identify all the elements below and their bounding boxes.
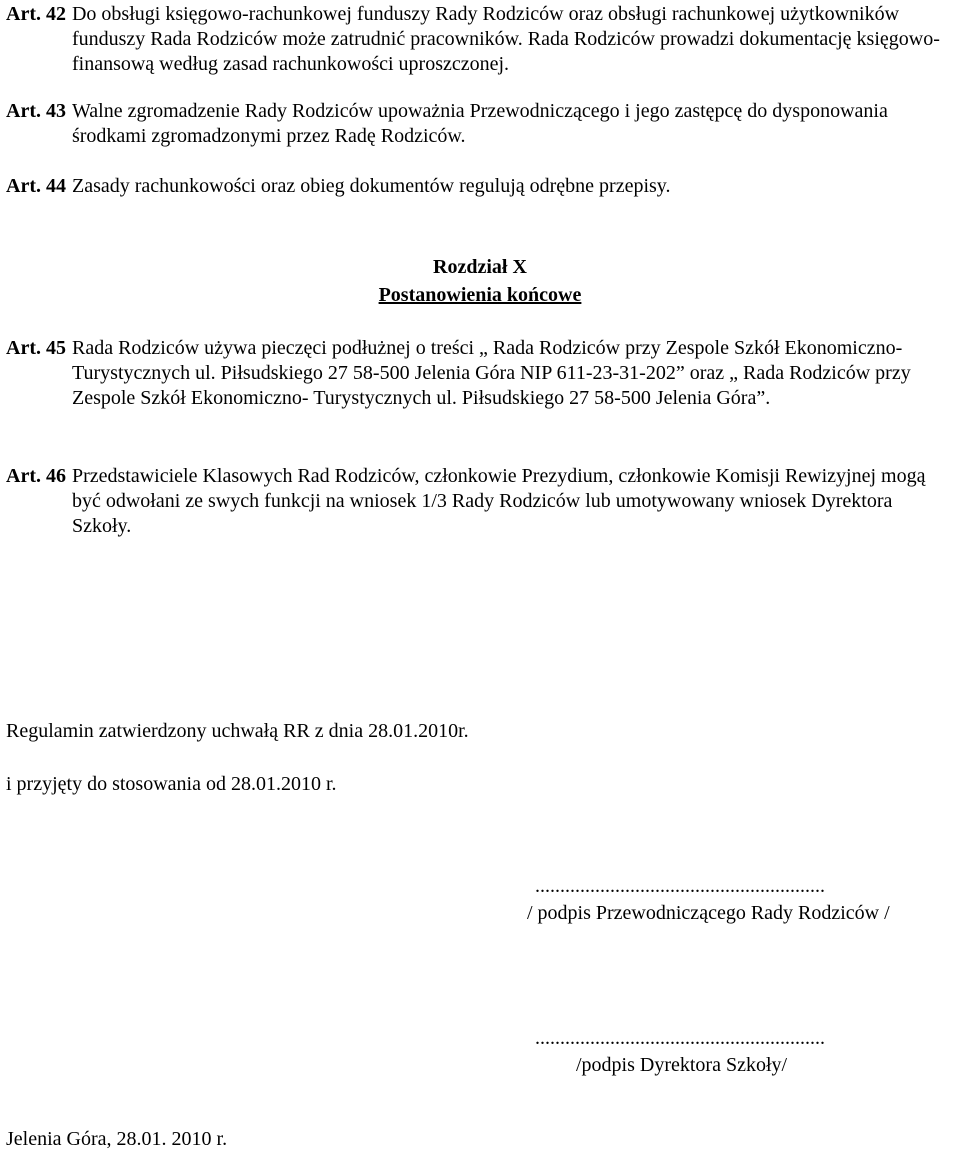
article-44 <box>6 174 946 199</box>
article-text: Walne zgromadzenie Rady Rodziców upoważnia Przewodniczącego i jego zastępcę do dysponowania środkami zgromadzonymi przez Radę Rodziców. <box>71 100 888 147</box>
article-label: Art. 42 <box>6 3 66 25</box>
article-text: Rada Rodziców używa pieczęci podłużnej o treści „ Rada Rodziców przy Zespole Szkół Ekonomiczno- Turystycznych ul. Piłsudskiego 27 58-500 Jelenia Góra NIP 611-23-31-202” oraz „ Rada Rodziców przy Zespole Szkół Ekonomiczno- Turystycznych ul. Piłsudskiego 27 58-500 Jelenia Góra”. <box>71 337 911 409</box>
article-label: Art. 44 <box>6 175 66 197</box>
article-42 <box>6 2 946 77</box>
approval-line-1: Regulamin zatwierdzony uchwałą RR z dnia 28.01.2010r. <box>6 720 469 742</box>
signature-dots-director: .......................................................... <box>535 1027 825 1049</box>
article-46 <box>6 464 946 539</box>
article-text: Zasady rachunkowości oraz obieg dokumentów regulują odrębne przepisy. <box>71 175 671 197</box>
article-43 <box>6 99 946 149</box>
signature-caption-chairman: / podpis Przewodniczącego Rady Rodziców / <box>527 902 890 924</box>
article-text: Przedstawiciele Klasowych Rad Rodziców, członkowie Prezydium, członkowie Komisji Rewizyjnej mogą być odwołani ze swych funkcji na wniosek 1/3 Rady Rodziców lub umotywowany wniosek Dyrektora Szkoły. <box>71 465 926 537</box>
chapter-number: Rozdział X <box>433 256 527 278</box>
article-label: Art. 45 <box>6 337 66 359</box>
place-date: Jelenia Góra, 28.01. 2010 r. <box>6 1128 228 1150</box>
signature-dots-chairman: .......................................................... <box>535 875 825 897</box>
signature-caption-director: /podpis Dyrektora Szkoły/ <box>576 1054 788 1076</box>
article-45 <box>6 336 946 411</box>
approval-line-2: i przyjęty do stosowania od 28.01.2010 r. <box>6 773 337 795</box>
article-label: Art. 46 <box>6 465 66 487</box>
article-label: Art. 43 <box>6 100 66 122</box>
chapter-title: Postanowienia końcowe <box>378 284 582 306</box>
article-text: Do obsługi księgowo-rachunkowej funduszy Rady Rodziców oraz obsługi rachunkowej użytkowników funduszy Rada Rodziców może zatrudnić pracowników. Rada Rodziców prowadzi dokumentację księgowo-finansową według zasad rachunkowości uproszczonej. <box>71 3 940 75</box>
